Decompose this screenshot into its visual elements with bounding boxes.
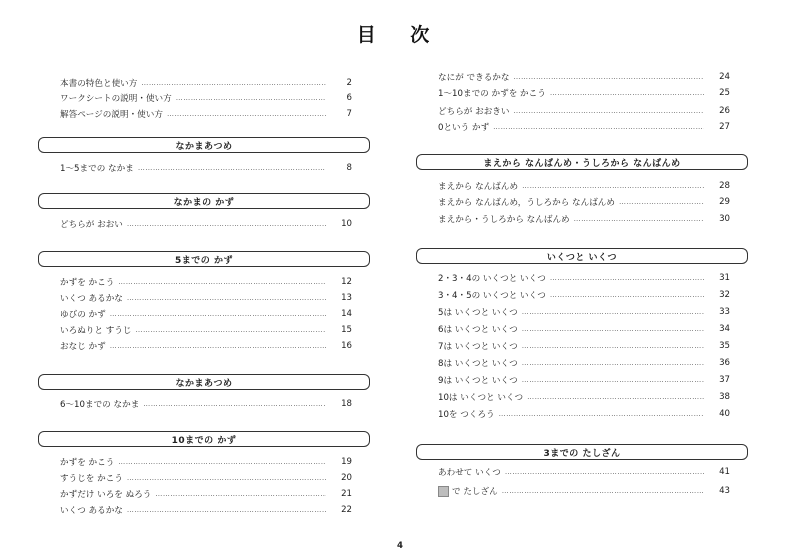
toc-entry-page: 22: [341, 505, 352, 515]
toc-entry-label: ゆびの かず: [60, 310, 106, 320]
toc-entry-label: 0という かず: [438, 123, 490, 133]
toc-entry-page: 29: [719, 197, 730, 207]
dot-leader: [135, 326, 326, 334]
toc-entry-page: 19: [341, 457, 352, 467]
page-number: 4: [397, 541, 403, 551]
toc-entry[interactable]: [416, 271, 750, 285]
dot-leader: [522, 325, 704, 333]
toc-entry-page: 16: [341, 341, 352, 351]
toc-entry[interactable]: [38, 339, 372, 353]
toc-entry-page: 30: [719, 214, 730, 224]
section-header: 5までの かず: [38, 251, 370, 267]
toc-entry-label: 7は いくつと いくつ: [438, 342, 518, 352]
toc-entry[interactable]: [416, 288, 750, 302]
toc-entry-label: おなじ かず: [60, 342, 106, 352]
toc-entry-page: 34: [719, 324, 730, 334]
toc-entry[interactable]: [38, 107, 372, 121]
dot-leader: [619, 198, 704, 206]
dot-leader: [550, 89, 704, 97]
dot-leader: [522, 182, 704, 190]
toc-entry-label: 10を つくろう: [438, 410, 495, 420]
toc-entry[interactable]: [416, 322, 750, 336]
toc-entry-label: あわせて いくつ: [438, 468, 501, 478]
toc-entry[interactable]: [416, 120, 750, 134]
toc-entry-page: 18: [341, 399, 352, 409]
dot-leader: [522, 342, 704, 350]
dot-leader: [550, 291, 704, 299]
toc-entry[interactable]: [416, 373, 750, 387]
dot-leader: [110, 310, 326, 318]
toc-entry[interactable]: [416, 407, 750, 421]
toc-entry-page: 25: [719, 88, 730, 98]
toc-entry-page: 12: [341, 277, 352, 287]
toc-entry-page: 13: [341, 293, 352, 303]
toc-entry-page: 15: [341, 325, 352, 335]
toc-entry-page: 35: [719, 341, 730, 351]
toc-entry-label: 本書の特色と使い方: [60, 79, 138, 89]
toc-entry[interactable]: [38, 307, 372, 321]
toc-entry-label: 8は いくつと いくつ: [438, 359, 518, 369]
section-header: 10までの かず: [38, 431, 370, 447]
dot-leader: [138, 164, 326, 172]
toc-entry-page: 8: [346, 163, 352, 173]
toc-entry[interactable]: [38, 91, 372, 105]
toc-entry[interactable]: [38, 503, 372, 517]
toc-entry-label: まえから なんばんめ，うしろから なんばんめ: [438, 198, 615, 208]
toc-entry[interactable]: [38, 455, 372, 469]
dot-leader: [127, 220, 326, 228]
toc-entry[interactable]: [38, 471, 372, 485]
toc-entry-label: 1～10までの かずを かこう: [438, 89, 546, 99]
toc-entry-page: 6: [346, 93, 352, 103]
toc-entry-label: 9は いくつと いくつ: [438, 376, 518, 386]
toc-entry[interactable]: [416, 195, 750, 209]
section-header: なかまあつめ: [38, 374, 370, 390]
toc-entry[interactable]: [38, 76, 372, 90]
toc-entry-label: 5は いくつと いくつ: [438, 308, 518, 318]
section-header: なかまの かず: [38, 193, 370, 209]
toc-entry-page: 21: [341, 489, 352, 499]
dot-leader: [127, 294, 326, 302]
gray-square-icon: [438, 486, 449, 497]
toc-entry-page: 31: [719, 273, 730, 283]
toc-entry-label: 6は いくつと いくつ: [438, 325, 518, 335]
dot-leader: [574, 215, 704, 223]
toc-entry[interactable]: [416, 104, 750, 118]
toc-entry[interactable]: [38, 397, 372, 411]
toc-entry[interactable]: [38, 161, 372, 175]
toc-entry-label: 2・3・4の いくつと いくつ: [438, 274, 546, 284]
dot-leader: [110, 342, 326, 350]
section-header: まえから なんばんめ・うしろから なんばんめ: [416, 154, 748, 170]
dot-leader: [127, 474, 326, 482]
toc-entry-page: 28: [719, 181, 730, 191]
toc-entry[interactable]: [38, 275, 372, 289]
toc-entry[interactable]: [38, 487, 372, 501]
dot-leader: [505, 468, 704, 476]
toc-entry-label: かずを かこう: [60, 458, 115, 468]
dot-leader: [155, 490, 326, 498]
toc-entry[interactable]: [38, 323, 372, 337]
dot-leader: [176, 94, 326, 102]
toc-entry-label: ワークシートの説明・使い方: [60, 94, 172, 104]
dot-leader: [493, 123, 704, 131]
toc-entry-label: どちらが おおきい: [438, 107, 510, 117]
dot-leader: [141, 79, 326, 87]
dot-leader: [522, 308, 704, 316]
toc-entry-page: 38: [719, 392, 730, 402]
toc-entry-label: 6～10までの なかま: [60, 400, 140, 410]
toc-entry-label: すうじを かこう: [60, 474, 123, 484]
dot-leader: [522, 376, 704, 384]
toc-entry-page: 41: [719, 467, 730, 477]
toc-title: 目 次: [356, 24, 444, 46]
toc-entry-page: 14: [341, 309, 352, 319]
toc-entry-label: いくつ あるかな: [60, 294, 123, 304]
dot-leader: [499, 410, 704, 418]
toc-entry-page: 36: [719, 358, 730, 368]
toc-entry-label: いくつ あるかな: [60, 506, 123, 516]
toc-entry-page: 26: [719, 106, 730, 116]
toc-entry-label: 解答ページの説明・使い方: [60, 110, 163, 120]
toc-entry-page: 33: [719, 307, 730, 317]
dot-leader: [127, 506, 326, 514]
dot-leader: [118, 278, 326, 286]
dot-leader: [527, 393, 704, 401]
toc-entry-page: 27: [719, 122, 730, 132]
toc-entry[interactable]: [416, 305, 750, 319]
dot-leader: [513, 73, 704, 81]
toc-entry-page: 37: [719, 375, 730, 385]
toc-entry-label: いろぬりと すうじ: [60, 326, 132, 336]
toc-entry-label: かずだけ いろを ぬろう: [60, 490, 152, 500]
toc-entry[interactable]: [416, 212, 750, 226]
toc-entry-label: 3・4・5の いくつと いくつ: [438, 291, 546, 301]
toc-entry-page: 40: [719, 409, 730, 419]
toc-entry[interactable]: [416, 339, 750, 353]
toc-entry-page: 43: [719, 486, 730, 496]
toc-entry-page: 2: [346, 78, 352, 88]
toc-entry-label: 1～5までの なかま: [60, 164, 134, 174]
toc-entry[interactable]: [38, 217, 372, 231]
section-header: いくつと いくつ: [416, 248, 748, 264]
toc-entry-page: 32: [719, 290, 730, 300]
toc-entry[interactable]: [416, 179, 750, 193]
dot-leader: [167, 110, 326, 118]
dot-leader: [513, 107, 704, 115]
dot-leader: [502, 487, 704, 495]
toc-entry[interactable]: [416, 465, 750, 479]
toc-entry-page: 7: [346, 109, 352, 119]
toc-entry-page: 10: [341, 219, 352, 229]
toc-entry[interactable]: [416, 70, 750, 84]
toc-entry[interactable]: [416, 86, 750, 100]
toc-entry-label: なにが できるかな: [438, 73, 510, 83]
dot-leader: [550, 274, 704, 282]
toc-entry-label: で たしざん: [452, 487, 498, 497]
dot-leader: [118, 458, 326, 466]
toc-entry-label: まえから・うしろから なんばんめ: [438, 215, 570, 225]
toc-entry-label: どちらが おおい: [60, 220, 123, 230]
dot-leader: [143, 400, 326, 408]
toc-entry[interactable]: [416, 356, 750, 370]
dot-leader: [522, 359, 704, 367]
toc-entry-label: かずを かこう: [60, 278, 115, 288]
toc-entry[interactable]: [416, 484, 750, 498]
section-header: なかまあつめ: [38, 137, 370, 153]
toc-entry[interactable]: [416, 390, 750, 404]
toc-entry-page: 24: [719, 72, 730, 82]
section-header: 3までの たしざん: [416, 444, 748, 460]
toc-entry[interactable]: [38, 291, 372, 305]
toc-entry-page: 20: [341, 473, 352, 483]
toc-entry-label: 10は いくつと いくつ: [438, 393, 524, 403]
toc-entry-label: まえから なんばんめ: [438, 182, 519, 192]
